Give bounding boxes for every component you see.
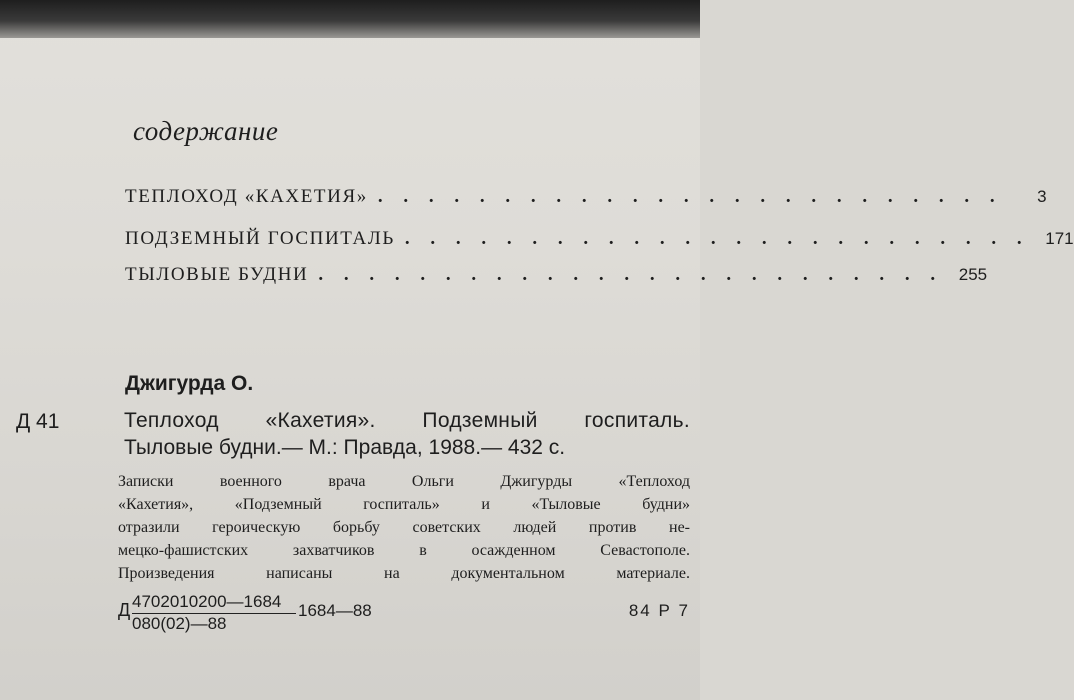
- classification-denominator: 080(02)—88: [132, 614, 227, 633]
- biblio-line: Тыловые будни.— М.: Правда, 1988.— 432 с.: [124, 436, 566, 459]
- bibliographic-description: [124, 407, 690, 461]
- classification-block: [118, 592, 690, 636]
- toc-leader-dots: . . . . . . . . . . . . . . . . . . . . . . . . .: [404, 228, 1030, 249]
- classification-numerator: 4702010200—1684: [132, 592, 282, 611]
- classification-middle: 1684—88: [298, 601, 372, 620]
- toc-row: [125, 186, 1047, 216]
- toc-row: [125, 264, 988, 294]
- toc-row: [125, 228, 1074, 258]
- toc-page-number: 3: [1037, 187, 1047, 206]
- toc-page-number: 171: [1045, 229, 1074, 248]
- toc-title: ТЫЛОВЫЕ БУДНИ: [125, 264, 309, 285]
- catalog-code: Д 41: [16, 410, 60, 433]
- toc-heading: содержание: [133, 116, 279, 146]
- toc-leader-dots: . . . . . . . . . . . . . . . . . . . . . . . . .: [377, 186, 1003, 207]
- toc-page-number: 255: [958, 265, 988, 284]
- annotation-line: мецко-фашистских захватчиков в осажденном Севастополе.: [118, 542, 690, 559]
- classification-index: 84 Р 7: [628, 601, 690, 620]
- annotation-line: Произведения написаны на документальном материале.: [118, 565, 690, 582]
- annotation-line: «Кахетия», «Подземный госпиталь» и «Тыловые будни»: [118, 496, 690, 513]
- page-top-shadow: [0, 0, 700, 38]
- annotation-line: Записки военного врача Ольги Джигурды «Теплоход: [118, 473, 690, 490]
- classification-prefix: Д: [118, 600, 131, 620]
- toc-title: ПОДЗЕМНЫЙ ГОСПИТАЛЬ: [125, 228, 395, 249]
- toc-title: ТЕПЛОХОД «КАХЕТИЯ»: [125, 186, 368, 207]
- toc-leader-dots: . . . . . . . . . . . . . . . . . . . . . . . . .: [318, 264, 944, 285]
- catalog-author: Джигурда О.: [125, 372, 254, 395]
- annotation: [118, 470, 690, 585]
- annotation-line: отразили героическую борьбу советских людей против не-: [118, 519, 690, 536]
- biblio-line: Теплоход «Кахетия». Подземный госпиталь.: [124, 409, 690, 432]
